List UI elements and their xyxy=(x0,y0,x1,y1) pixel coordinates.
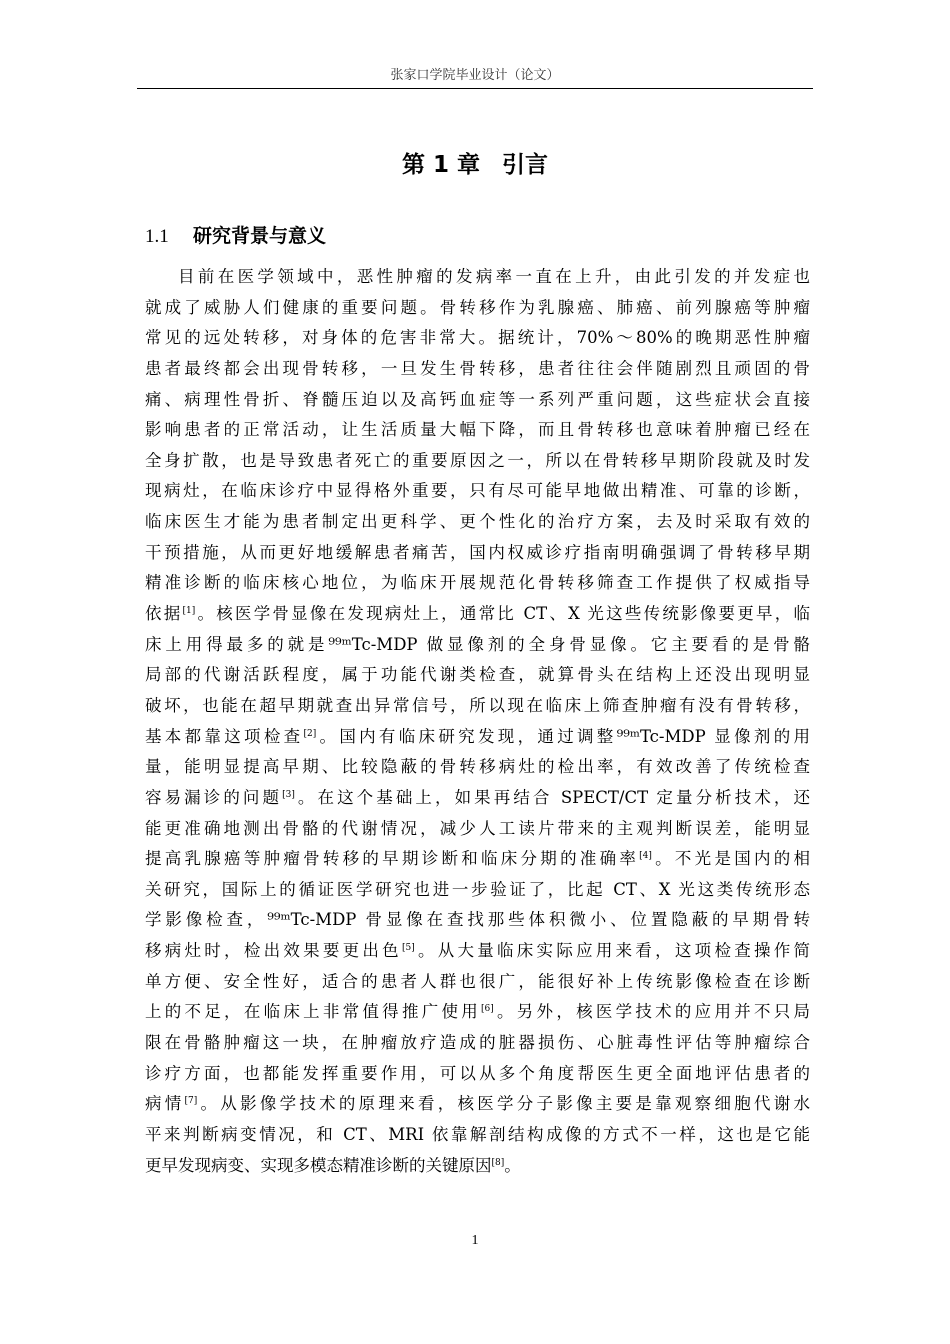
text-segment: 诊疗方面，也都能发挥重要作用，可以从多个角度帮医生更全面地评估患者的 xyxy=(145,1063,810,1083)
text-segment: 破坏，也能在超早期就查出异常信号，所以现在临床上筛查肿瘤有没有骨转移， xyxy=(145,695,810,715)
text-line xyxy=(145,630,810,661)
text-line xyxy=(145,568,810,599)
text-segment: 更早发现病变、实现多模态精准诊断的关键原因 xyxy=(145,1155,492,1175)
text-line xyxy=(145,1120,810,1151)
section-title: 研究背景与意义 xyxy=(193,225,327,247)
body-paragraph xyxy=(145,262,810,1181)
text-line xyxy=(145,1151,810,1182)
text-line xyxy=(145,262,810,293)
text-line xyxy=(145,660,810,691)
text-segment: 。另外，核医学技术的应用并不只局 xyxy=(493,1002,811,1022)
text-segment: 学影像检查，⁹⁹ᵐTc-MDP 骨显像在查找那些体积微小、位置隐蔽的早期骨转 xyxy=(145,910,810,930)
text-line xyxy=(145,997,810,1028)
text-segment: 。从大量临床实际应用来看，这项检查操作简 xyxy=(414,941,811,961)
citation-marker: [3] xyxy=(282,789,295,800)
text-line xyxy=(145,293,810,324)
text-line xyxy=(145,538,810,569)
chapter-title: 引言 xyxy=(502,152,549,178)
text-segment: 移病灶时，检出效果要更出色 xyxy=(145,941,402,961)
text-line xyxy=(145,415,810,446)
text-segment: 基本都靠这项检查 xyxy=(145,726,304,746)
text-line xyxy=(145,507,810,538)
text-segment: 。从影像学技术的原理来看，核医学分子影像主要是靠观察细胞代谢水 xyxy=(197,1094,811,1114)
text-line xyxy=(145,1028,810,1059)
text-segment: 患者最终都会出现骨转移，一旦发生骨转移，患者往往会伴随剧烈且顽固的骨 xyxy=(145,358,810,378)
citation-marker: [7] xyxy=(184,1096,198,1107)
text-segment: 。不光是国内的相 xyxy=(651,849,811,869)
text-segment: 依据 xyxy=(145,604,183,624)
text-segment: 单方便、安全性好，适合的患者人群也很广，能很好补上传统影像检查在诊断 xyxy=(145,971,810,991)
text-line xyxy=(145,1089,810,1120)
text-segment: 临床医生才能为患者制定出更科学、更个性化的治疗方案，去及时采取有效的 xyxy=(145,512,810,532)
text-segment: 能更准确地测出骨骼的代谢情况，减少人工读片带来的主观判断误差，能明显 xyxy=(145,818,810,838)
text-line xyxy=(145,875,810,906)
text-segment: 。 xyxy=(504,1155,521,1175)
text-segment: 局部的代谢活跃程度，属于功能代谢类检查，就算骨头在结构上还没出现明显 xyxy=(145,665,810,685)
citation-marker: [4] xyxy=(639,851,652,862)
text-segment: 。核医学骨显像在发现病灶上，通常比 CT、X 光这些传统影像要更早，临 xyxy=(195,604,810,624)
text-segment: 容易漏诊的问题 xyxy=(145,787,283,807)
text-segment: 量，能明显提高早期、比较隐蔽的骨转移病灶的检出率，有效改善了传统检查 xyxy=(145,757,810,777)
text-segment: 病情 xyxy=(145,1094,185,1114)
text-segment: 提高乳腺癌等肿瘤骨转移的早期诊断和临床分期的准确率 xyxy=(145,849,640,869)
text-segment: 现病灶，在临床诊疗中显得格外重要，只有尽可能早地做出精准、可靠的诊断， xyxy=(145,481,810,501)
running-header: 张家口学院毕业设计（论文） xyxy=(390,68,560,83)
header-rule xyxy=(137,88,813,89)
citation-marker: [1] xyxy=(182,606,196,617)
text-segment: 关研究，国际上的循证医学研究也进一步验证了，比起 CT、X 光这类传统形态 xyxy=(145,879,810,899)
text-line xyxy=(145,844,810,875)
text-segment: 常见的远处转移，对身体的危害非常大。据统计，70%～80%的晚期恶性肿瘤 xyxy=(145,328,810,348)
citation-marker: [8] xyxy=(491,1157,505,1168)
text-segment: 。国内有临床研究发现，通过调整⁹⁹ᵐTc-MDP 显像剂的用 xyxy=(316,726,811,746)
text-segment: 上的不足，在临床上非常值得推广使用 xyxy=(145,1002,482,1022)
chapter-heading xyxy=(137,148,813,182)
chapter-number: 第 1 章 xyxy=(401,152,481,178)
text-line xyxy=(145,691,810,722)
text-line xyxy=(145,385,810,416)
text-line xyxy=(145,1059,810,1090)
text-line xyxy=(145,783,810,814)
text-segment: 干预措施，从而更好地缓解患者痛苦，国内权威诊疗指南明确强调了骨转移早期 xyxy=(145,542,810,562)
page-number: 1 xyxy=(471,1233,479,1248)
text-segment: 精准诊断的临床核心地位，为临床开展规范化骨转移筛查工作提供了权威指导 xyxy=(145,573,810,593)
text-segment: 影响患者的正常活动，让生活质量大幅下降，而且骨转移也意味着肿瘤已经在 xyxy=(145,420,810,440)
section-number: 1.1 xyxy=(145,226,169,247)
text-line xyxy=(145,722,810,753)
text-line xyxy=(145,905,810,936)
text-segment: 就成了威胁人们健康的重要问题。骨转移作为乳腺癌、肺癌、前列腺癌等肿瘤 xyxy=(145,297,810,317)
text-segment: 全身扩散，也是导致患者死亡的重要原因之一，所以在骨转移早期阶段就及时发 xyxy=(145,450,810,470)
text-segment: 痛、病理性骨折、脊髓压迫以及高钙血症等一系列严重问题，这些症状会直接 xyxy=(145,389,810,409)
text-segment: 限在骨骼肿瘤这一块，在肿瘤放疗造成的脏器损伤、心脏毒性评估等肿瘤综合 xyxy=(145,1033,810,1053)
text-line xyxy=(145,752,810,783)
text-segment: 床上用得最多的就是⁹⁹ᵐTc-MDP 做显像剂的全身骨显像。它主要看的是骨骼 xyxy=(145,634,810,654)
text-line xyxy=(145,446,810,477)
text-line xyxy=(145,967,810,998)
section-heading xyxy=(145,221,326,252)
citation-marker: [6] xyxy=(481,1004,494,1015)
text-line xyxy=(145,323,810,354)
text-segment: 目前在医学领域中，恶性肿瘤的发病率一直在上升，由此引发的并发症也 xyxy=(178,267,810,286)
text-segment: 。在这个基础上，如果再结合 SPECT/CT 定量分析技术，还 xyxy=(294,787,811,807)
text-line xyxy=(145,936,810,967)
text-line xyxy=(145,814,810,845)
text-line xyxy=(145,599,810,630)
citation-marker: [5] xyxy=(401,943,415,954)
text-segment: 平来判断病变情况，和 CT、MRI 依靠解剖结构成像的方式不一样，这也是它能 xyxy=(145,1124,810,1144)
citation-marker: [2] xyxy=(303,728,317,739)
text-line xyxy=(145,476,810,507)
text-line xyxy=(145,354,810,385)
